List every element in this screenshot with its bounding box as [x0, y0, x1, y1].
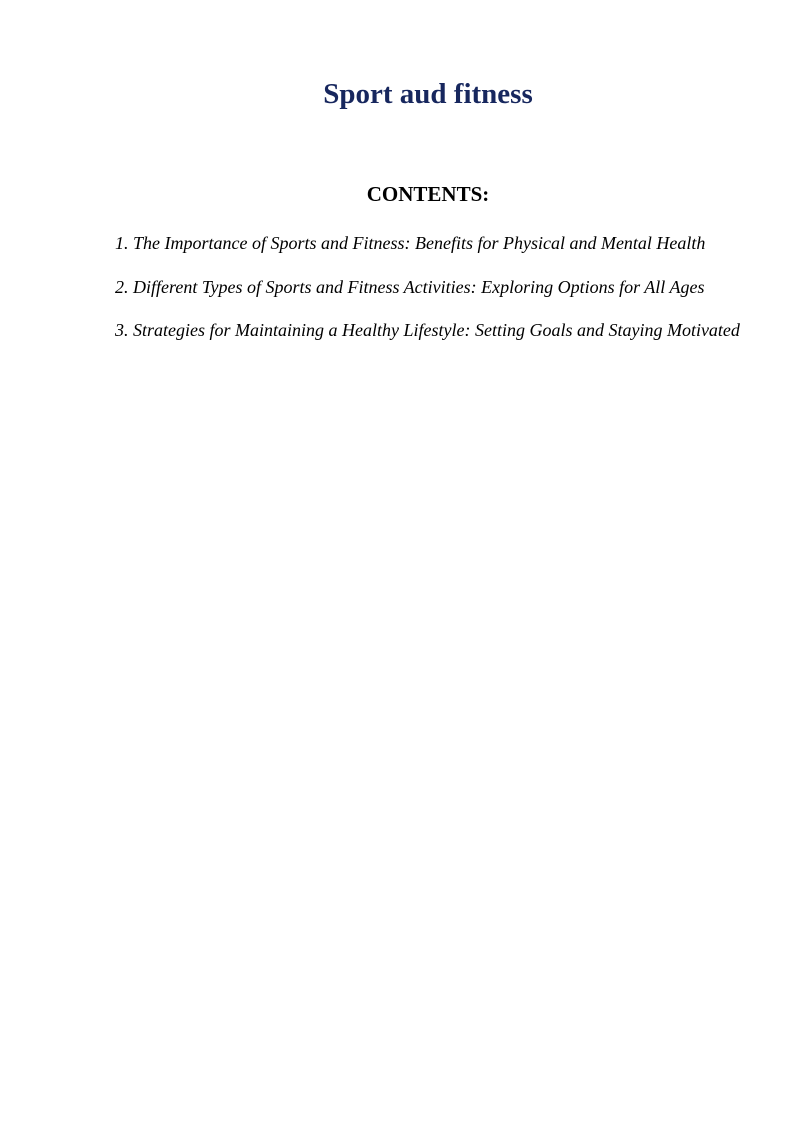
table-of-contents: [115, 227, 740, 358]
toc-item-types: 2. Different Types of Sports and Fitness Activities: Exploring Options for All Ages: [115, 276, 705, 297]
toc-item-importance: 1. The Importance of Sports and Fitness: Benefits for Physical and Mental Health: [115, 233, 706, 253]
contents-heading: CONTENTS:: [366, 182, 490, 206]
document-title: Sport aud fitness: [323, 78, 533, 110]
toc-item-strategies: 3. Strategies for Maintaining a Healthy Lifestyle: Setting Goals and Staying Motivated: [115, 320, 740, 340]
